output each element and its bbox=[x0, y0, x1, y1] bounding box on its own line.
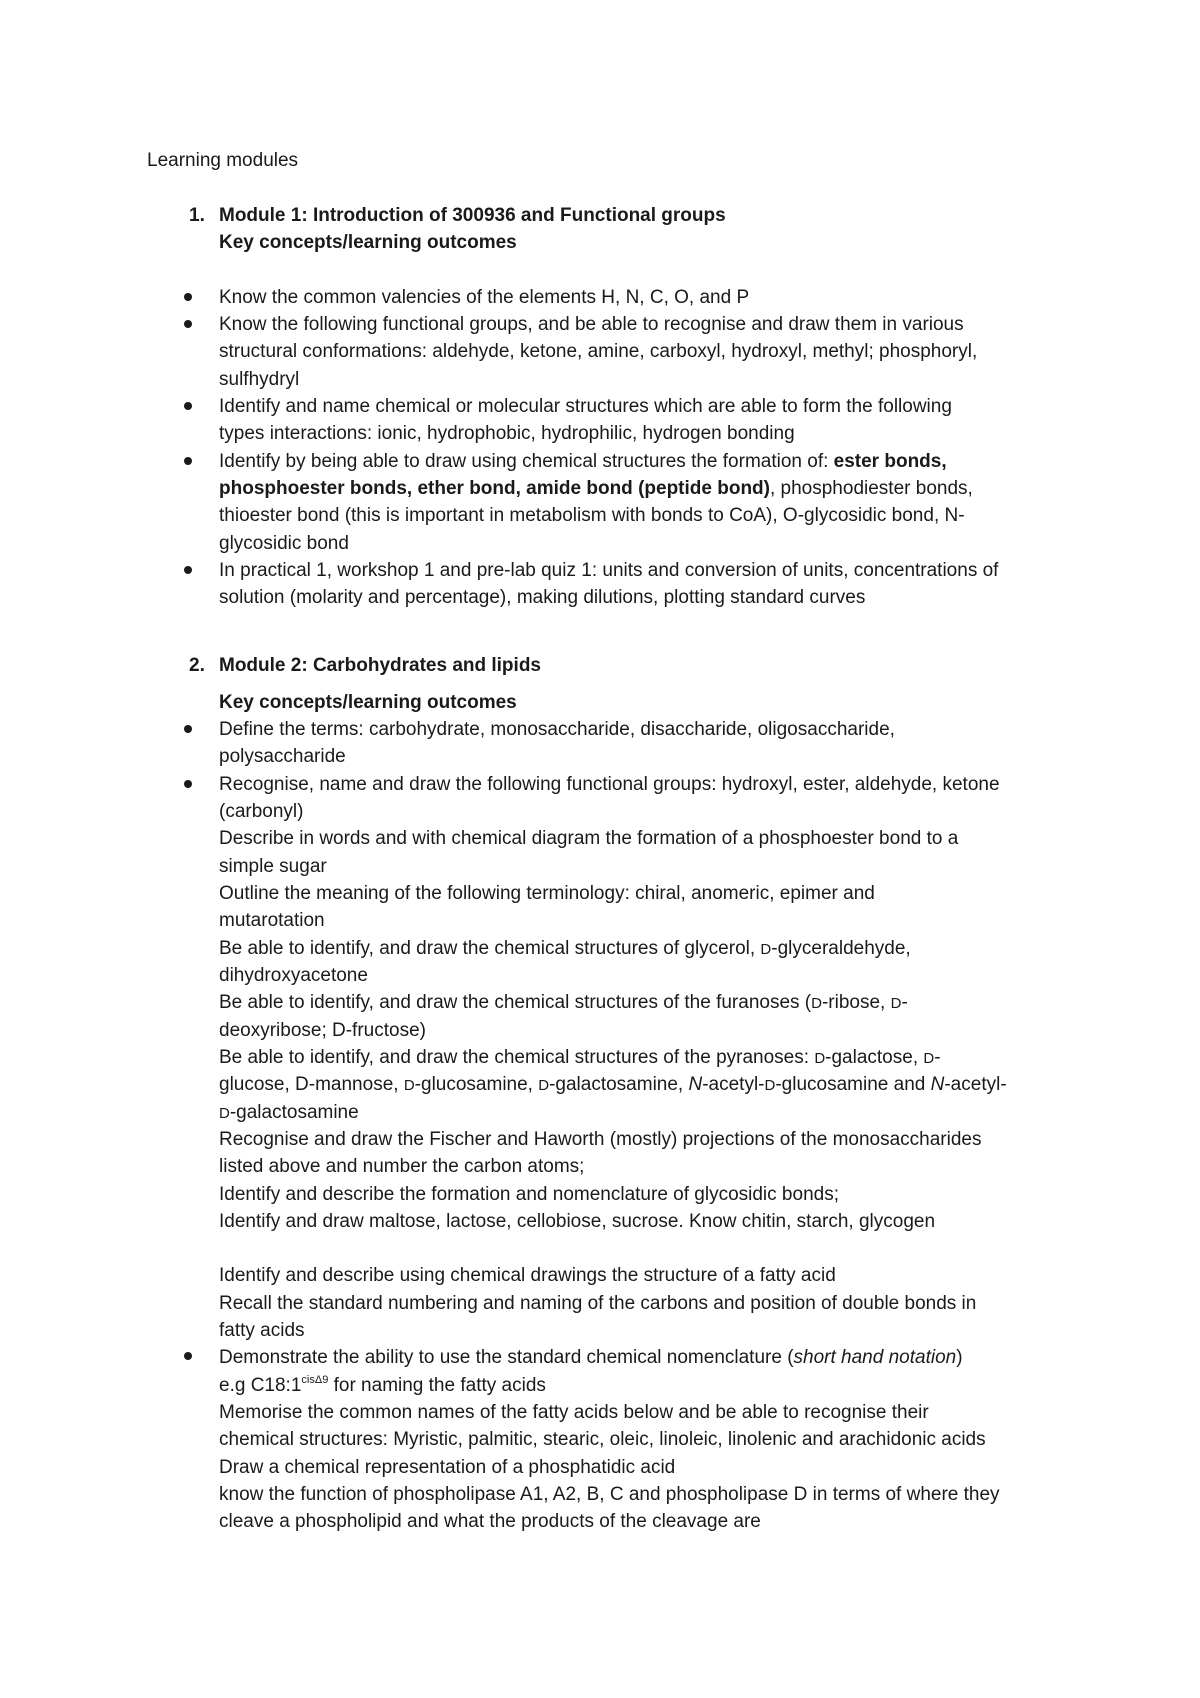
document-title: Learning modules bbox=[147, 150, 299, 171]
text-line: (carbonyl) bbox=[219, 801, 304, 822]
bullet-icon bbox=[184, 293, 192, 301]
text-line: Recognise, name and draw the following functional groups: hydroxyl, ester, aldehyde, ketone bbox=[219, 774, 1000, 795]
text-line: Be able to identify, and draw the chemical structures of the furanoses (D-ribose, D- bbox=[219, 992, 908, 1013]
bullet-icon bbox=[184, 1352, 192, 1360]
text-line: listed above and number the carbon atoms; bbox=[219, 1156, 585, 1177]
text-line: Know the following functional groups, and be able to recognise and draw them in various bbox=[219, 314, 964, 335]
text-line: Identify by being able to draw using chemical structures the formation of: ester bonds, bbox=[219, 451, 947, 472]
text-line: types interactions: ionic, hydrophobic, hydrophilic, hydrogen bonding bbox=[219, 423, 795, 444]
module-1-heading: Module 1: Introduction of 300936 and Functional groups bbox=[219, 205, 726, 226]
text-line: Outline the meaning of the following terminology: chiral, anomeric, epimer and bbox=[219, 883, 875, 904]
text-line: dihydroxyacetone bbox=[219, 965, 368, 986]
text-line: glucose, D-mannose, D-glucosamine, D-galactosamine, N-acetyl-D-glucosamine and N-acetyl- bbox=[219, 1074, 1007, 1095]
text-line: e.g $C18:1^{cis\Delta 9}$ for naming the fatty acids bbox=[219, 1374, 546, 1396]
text-line: Describe in words and with chemical diagram the formation of a phosphoester bond to a bbox=[219, 828, 959, 849]
bullet-icon bbox=[184, 457, 192, 465]
text-line: know the function of phospholipase A1, A2, B, C and phospholipase D in terms of where they bbox=[219, 1484, 1000, 1505]
module-2-subheading: Key concepts/learning outcomes bbox=[219, 692, 517, 713]
module-2-heading: Module 2: Carbohydrates and lipids bbox=[219, 655, 541, 676]
module-2-number: 2. bbox=[189, 655, 205, 676]
text-line: Memorise the common names of the fatty acids below and be able to recognise their bbox=[219, 1402, 929, 1423]
text-line: Be able to identify, and draw the chemical structures of glycerol, D-glyceraldehyde, bbox=[219, 938, 911, 959]
text-line: Identify and draw maltose, lactose, cellobiose, sucrose. Know chitin, starch, glycogen bbox=[219, 1211, 936, 1232]
bullet-icon bbox=[184, 320, 192, 328]
text-line: thioester bond (this is important in metabolism with bonds to CoA), O-glycosidic bond, N- bbox=[219, 505, 965, 526]
text-line: simple sugar bbox=[219, 856, 327, 877]
module-1-subheading: Key concepts/learning outcomes bbox=[219, 232, 517, 253]
text-line: Identify and describe using chemical drawings the structure of a fatty acid bbox=[219, 1265, 836, 1286]
text-line: polysaccharide bbox=[219, 746, 346, 767]
text-line: Demonstrate the ability to use the standard chemical nomenclature (short hand notation) bbox=[219, 1347, 963, 1368]
text-line: glycosidic bond bbox=[219, 533, 349, 554]
text-line: phosphoester bonds, ether bond, amide bond (peptide bond), phosphodiester bonds, bbox=[219, 478, 973, 499]
text-line: mutarotation bbox=[219, 910, 325, 931]
module-1-number: 1. bbox=[189, 205, 205, 226]
text-line: Recall the standard numbering and naming of the carbons and position of double bonds in bbox=[219, 1293, 977, 1314]
text-line: Know the common valencies of the elements H, N, C, O, and P bbox=[219, 287, 750, 308]
text-line: structural conformations: aldehyde, ketone, amine, carboxyl, hydroxyl, methyl; phosphoryl, bbox=[219, 341, 978, 362]
text-line: Draw a chemical representation of a phosphatidic acid bbox=[219, 1457, 676, 1478]
bullet-icon bbox=[184, 725, 192, 733]
text-line: deoxyribose; D-fructose) bbox=[219, 1020, 426, 1041]
text-line: cleave a phospholipid and what the products of the cleavage are bbox=[219, 1511, 761, 1532]
bullet-icon bbox=[184, 402, 192, 410]
text-line: Identify and describe the formation and nomenclature of glycosidic bonds; bbox=[219, 1184, 839, 1205]
text-line: solution (molarity and percentage), making dilutions, plotting standard curves bbox=[219, 587, 866, 608]
text-line: Recognise and draw the Fischer and Haworth (mostly) projections of the monosaccharides bbox=[219, 1129, 982, 1150]
bullet-icon bbox=[184, 780, 192, 788]
text-line: D-galactosamine bbox=[219, 1102, 359, 1123]
text-line: fatty acids bbox=[219, 1320, 305, 1341]
text-line: chemical structures: Myristic, palmitic, stearic, oleic, linoleic, linolenic and arachidonic acids bbox=[219, 1429, 986, 1450]
text-line: Be able to identify, and draw the chemical structures of the pyranoses: D-galactose, D- bbox=[219, 1047, 941, 1068]
text-line: In practical 1, workshop 1 and pre-lab quiz 1: units and conversion of units, concentrations of bbox=[219, 560, 999, 581]
text-line: sulfhydryl bbox=[219, 369, 300, 390]
text-line: Define the terms: carbohydrate, monosaccharide, disaccharide, oligosaccharide, bbox=[219, 719, 895, 740]
text-line: Identify and name chemical or molecular structures which are able to form the following bbox=[219, 396, 952, 417]
bullet-icon bbox=[184, 566, 192, 574]
